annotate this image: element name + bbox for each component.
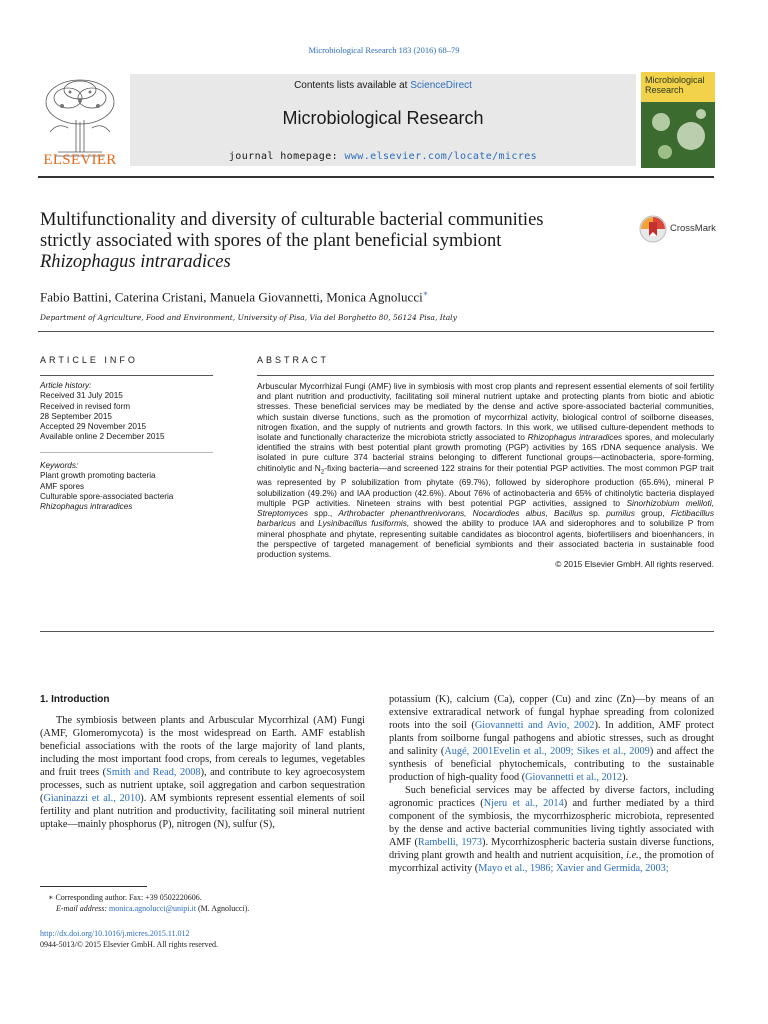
history-item: Received in revised form [40, 401, 131, 411]
contents-prefix: Contents lists available at [294, 80, 411, 91]
abstract-species: Rhizophagus intraradices [527, 432, 623, 443]
elsevier-wordmark: ELSEVIER [43, 152, 117, 168]
footnote-mark: ∗ [48, 893, 54, 902]
sciencedirect-link[interactable]: ScienceDirect [410, 80, 472, 91]
title-line-1: Multifunctionality and diversity of culturable bacterial communities [40, 210, 544, 230]
citation-link[interactable]: Mayo et al., 1986; Xavier and Germida, 2003; [478, 863, 669, 874]
keyword-item: Plant growth promoting bacteria [40, 471, 156, 481]
author-list [40, 289, 428, 305]
cover-image-icon [641, 102, 715, 168]
body-text: ). AM symbionts represent essential elements of soil fertility and plant nutrition and productivity, facilitating soil mineral nutrient uptake—mainly phosphorus (P), nitrogen (N), sulfur (S), [40, 793, 365, 830]
doi-link[interactable]: http://dx.doi.org/10.1016/j.micres.2015.11.012 [40, 929, 190, 938]
cover-title-line2: Research [645, 85, 684, 95]
body-text: potassium (K), calcium (Ca), copper (Cu) and zinc (Zn)—by means of an extensive extraradical network of fungal hyphae spreading from colonized roots into the soil ( [389, 694, 714, 731]
citation-link[interactable]: Giovannetti and Avio, 2002 [474, 720, 595, 731]
citation-link[interactable]: Njeru et al., 2014 [483, 798, 564, 809]
abstract-rule [257, 375, 714, 376]
body-text: ) and further mediated by a third component of the symbiosis, the mycorrhizospheric microbiota, represented by the dense and active bacterial communities living tightly associated with AMF ( [389, 798, 715, 848]
history-item: 28 September 2015 [40, 411, 112, 421]
body-text: , the promotion of mycorrhizal activity ( [389, 850, 714, 874]
citation-link[interactable]: Rambelli, 1973 [417, 837, 483, 848]
homepage-prefix: journal homepage: [228, 151, 345, 162]
history-label: Article history: [40, 381, 92, 390]
footnote-corresponding [40, 892, 365, 903]
abstract-text: showed the ability to produce IAA and siderophores and to solubilize P from mineral phosphate and phytate, representing suitable candidates as biocontrol agents, biofertilisers and bioenhancers, in the perspective of targeted management of beneficial symbionts and their associated bacteria in sustainable food production systems. [257, 518, 714, 559]
body-text: The symbiosis between plants and Arbuscular Mycorrhizal (AM) Fungi (AMF, Glomeromycota) is the most widespread on Earth. AMF establish beneficial associations with the roots of the large majority of land plants, including the most important food crops, from cereals to legumes, vegetables and fruit trees ( [40, 715, 365, 778]
body-column-left [40, 693, 365, 831]
abstract-body [257, 381, 714, 569]
keyword-item: Rhizophagus intraradices [40, 502, 133, 512]
homepage-link[interactable]: www.elsevier.com/locate/micres [344, 151, 538, 162]
abstract-species: Sinorhizobium meliloti, Streptomyces [257, 497, 714, 519]
abstract-text: group, [634, 508, 671, 519]
abstract-species: pumilus [606, 508, 635, 519]
email-suffix: (M. Agnolucci). [195, 904, 250, 913]
keyword-item: Culturable spore-associated bacteria [40, 491, 174, 501]
footnote-email-line [40, 903, 365, 914]
article-history [40, 381, 215, 443]
citation-link[interactable]: Augé, 2001Evelin et al., 2009; Sikes et al., 2009 [444, 746, 650, 757]
article-info-rule [40, 375, 213, 376]
doi-block [40, 928, 365, 950]
body-text: ). In addition, AMF protect plants from soilborne fungal pathogens and abiotic stresses, such as drought and salinity ( [389, 720, 714, 757]
title-line-2: strictly associated with spores of the plant beneficial symbiont [40, 231, 502, 251]
abstract-text: and [295, 518, 319, 529]
footnote [40, 892, 365, 914]
email-label: E-mail address: [56, 904, 108, 913]
body-text: i.e. [626, 850, 639, 861]
body-text: ) and affect the synthesis of beneficial phytochemicals, contributing to the sustainable production of high-quality food ( [389, 746, 715, 783]
history-item: Accepted 29 November 2015 [40, 422, 147, 432]
abstract-species: Lysinibacillus fusiformis, [318, 518, 410, 529]
journal-reference-link[interactable]: Microbiological Research 183 (2016) 68–79 [308, 45, 460, 55]
body-text: ). [622, 772, 629, 783]
keywords-label: Keywords: [40, 461, 79, 470]
history-item: Received 31 July 2015 [40, 391, 123, 401]
affiliation: Department of Agriculture, Food and Environment, University of Pisa, Via del Borghetto 80, 56124 Pisa, Italy [40, 313, 457, 322]
corresponding-author-mark[interactable]: ∗ [422, 289, 429, 298]
abstract-species: Fictibacillus barbaricus [257, 508, 714, 529]
title-line-3: Rhizophagus intraradices [40, 252, 231, 272]
body-column-right [389, 693, 714, 875]
abstract-heading: ABSTRACT [257, 355, 330, 365]
abstract-bottom-rule [40, 631, 714, 632]
email-link[interactable]: monica.agnolucci@unipi.it [109, 904, 196, 913]
article-info-heading: ARTICLE INFO [40, 355, 138, 365]
abstract-copyright: © 2015 Elsevier GmbH. All rights reserved. [555, 559, 714, 570]
citation-link[interactable]: Smith and Read, 2008 [106, 767, 201, 778]
affiliation-rule [38, 331, 714, 332]
body-text: ). Mycorrhizospheric bacteria sustain diverse functions, driving plant growth and health and nutrient acquisition, [389, 837, 715, 861]
intro-paragraph [389, 784, 714, 875]
paper-title [40, 210, 625, 273]
footnote-rule [40, 886, 147, 887]
abstract-text: sp. [582, 508, 607, 519]
issn-line: 0944-5013/© 2015 Elsevier GmbH. All rights reserved. [40, 940, 219, 949]
keyword-item: AMF spores [40, 481, 85, 491]
abstract-text: Arbuscular Mycorrhizal Fungi (AMF) live in symbiosis with most crop plants and represent essential elements of soil fertility and plant nutrition and productivity, facilitating soil mineral nutrient uptake and protecting plants from biotic and abiotic stresses. These beneficial services may be mediated by the dense and active spore-associated bacterial communities, which sustain diverse functions, such as the promotion of mycorrhizal activity, biological control of soilborne diseases, nitrogen fixation, and the supply of nutrients and growth factors. In this work, we utilised culture-dependent methods to isolate and functionally characterize the microbiota strictly associated to [257, 381, 714, 443]
history-item: Available online 2 December 2015 [40, 432, 165, 442]
crossmark-badge[interactable] [638, 214, 718, 244]
abstract-text: spp., [308, 508, 339, 519]
authors-text: Fabio Battini, Caterina Cristani, Manuela Giovannetti, Monica Agnolucci [40, 289, 423, 305]
body-text: ), and contribute to key agroecosystem processes, such as nutrient uptake, soil aggregation and carbon sequestration ( [40, 767, 365, 804]
abstract-subscript: 2 [320, 469, 325, 476]
journal-title: Microbiological Research [282, 108, 484, 128]
citation-link[interactable]: Gianinazzi et al., 2010 [43, 793, 141, 804]
crossmark-icon [638, 214, 668, 244]
intro-paragraph [40, 714, 365, 831]
header-rule [38, 176, 714, 178]
contents-line [130, 80, 636, 91]
abstract-text: -fixing bacteria—and screened 122 strains for their potential PGP activities. The most common PGP trait was represented by P solubilization from phytate (69.7%), followed by siderophore production (65.6%), mineral P solubilization (49.2%) and IAA production (42.6%). About 76% of actinobacteria and 65% of chitinolytic bacteria displayed multiple PGP activities. Nineteen strains with best potential PGP activities, assigned to [257, 462, 714, 508]
intro-paragraph-continued [389, 693, 714, 784]
body-text: Such beneficial services may be affected by diverse factors, including agronomic practices ( [389, 785, 714, 809]
section-title-introduction: 1. Introduction [40, 694, 110, 705]
elsevier-logo[interactable] [38, 72, 122, 170]
cover-title-line1: Microbiological [645, 75, 705, 85]
citation-link[interactable]: Giovannetti et al., 2012 [525, 772, 623, 783]
keywords [40, 461, 215, 512]
abstract-text: spores, and molecularly identified the strains with best potential plant growth promoting (PGP) activities by 16S rDNA sequence analysis. We isolated in pure culture 374 bacterial strains belonging to different functional groups—actinobacteria, spore-forming, chitinolytic and N [257, 432, 714, 473]
journal-homepage [130, 151, 636, 162]
abstract-species: Arthrobacter phenanthrenivorans, Nocardiodes albus, Bacillus [338, 508, 583, 519]
crossmark-label: CrossMark [670, 223, 716, 234]
journal-cover-thumbnail[interactable] [641, 72, 715, 168]
footnote-text: Corresponding author. Fax: +39 0502220606. [53, 893, 202, 902]
history-rule [40, 452, 213, 453]
